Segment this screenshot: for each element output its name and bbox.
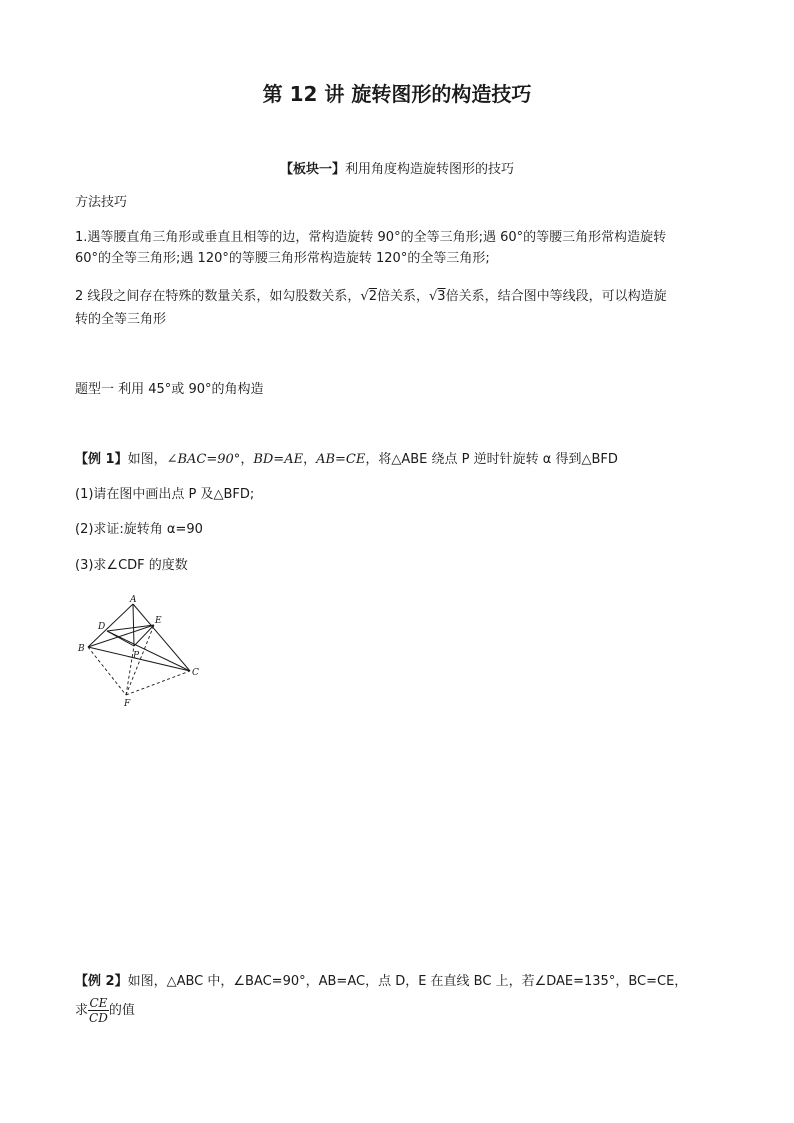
segment-dc (107, 631, 190, 671)
tip2-line2: 转的全等三角形 (75, 312, 167, 327)
example1-cond3: AB=CE (316, 452, 366, 467)
example2-text-b: 的值 (108, 1003, 135, 1018)
page-title: 第 12 讲 旋转图形的构造技巧 (262, 82, 532, 106)
example2-line2 (75, 996, 135, 1026)
example1-statement (75, 450, 618, 470)
segment-de (107, 625, 154, 631)
label-b: B (78, 644, 85, 654)
example1-text-a: 如图， (127, 452, 167, 467)
example1-label: 【例 1】 (75, 452, 128, 467)
section-heading (0, 158, 794, 177)
sqrt3-value: 3 (437, 289, 446, 304)
segment-ap (133, 604, 134, 646)
example1-q1: (1)请在图中画出点 P 及△BFD; (75, 487, 255, 502)
example2-text-a: 求 (75, 1003, 89, 1018)
section-text: 利用角度构造旋转图形的技巧 (345, 162, 515, 177)
sqrt2-expr: √2 (360, 289, 377, 304)
tip2-line1 (75, 287, 667, 307)
sqrt3-expr: √3 (429, 289, 446, 304)
example1-q2: (2)求证:旋转角 α=90 (75, 522, 203, 537)
example2-label: 【例 2】 (75, 974, 128, 989)
label-f: F (124, 699, 131, 709)
label-p: P (133, 651, 140, 661)
fraction-denominator: CD (89, 1011, 108, 1025)
example2-line1 (75, 972, 687, 992)
example1-sep1: ， (240, 452, 254, 467)
label-d: D (98, 622, 106, 632)
example1-text-b: ，将△ABE 绕点 P 逆时针旋转 α 得到△BFD (365, 452, 618, 467)
method-heading: 方法技巧 (75, 195, 128, 210)
label-e: E (155, 616, 162, 626)
tip2-text-a: 2 线段之间存在特殊的数量关系，如勾股数关系， (75, 289, 361, 304)
tip1-line1: 1.遇等腰直角三角形或垂直且相等的边，常构造旋转 90°的全等三角形;遇 60°的等腰三角形常构造旋转 (75, 230, 667, 245)
segment-fe (126, 625, 154, 695)
example1-q3: (3)求∠CDF 的度数 (75, 558, 188, 573)
ratio-fraction (88, 996, 109, 1025)
tip2-text-b: 倍关系， (376, 289, 429, 304)
section-bracket: 【板块一】 (279, 162, 345, 177)
sqrt2-value: 2 (368, 289, 377, 304)
example1-cond2: BD=AE (253, 452, 304, 467)
segment-fc (126, 671, 190, 695)
fraction-numerator: CE (89, 996, 108, 1010)
example1-figure (70, 592, 210, 712)
label-c: C (192, 668, 199, 678)
label-a: A (130, 595, 137, 605)
example2-text: 如图，△ABC 中，∠BAC=90°，AB=AC，点 D，E 在直线 BC 上，若∠DAE=135°，BC=CE， (127, 974, 688, 989)
tip2-text-c: 倍关系，结合图中等线段，可以构造旋 (445, 289, 667, 304)
tip1-line2: 60°的全等三角形;遇 120°的等腰三角形常构造旋转 120°的全等三角形; (75, 251, 490, 266)
example1-cond1: ∠BAC=90° (166, 452, 241, 467)
type1-heading: 题型一 利用 45°或 90°的角构造 (75, 382, 264, 397)
example1-sep2: ， (303, 452, 317, 467)
